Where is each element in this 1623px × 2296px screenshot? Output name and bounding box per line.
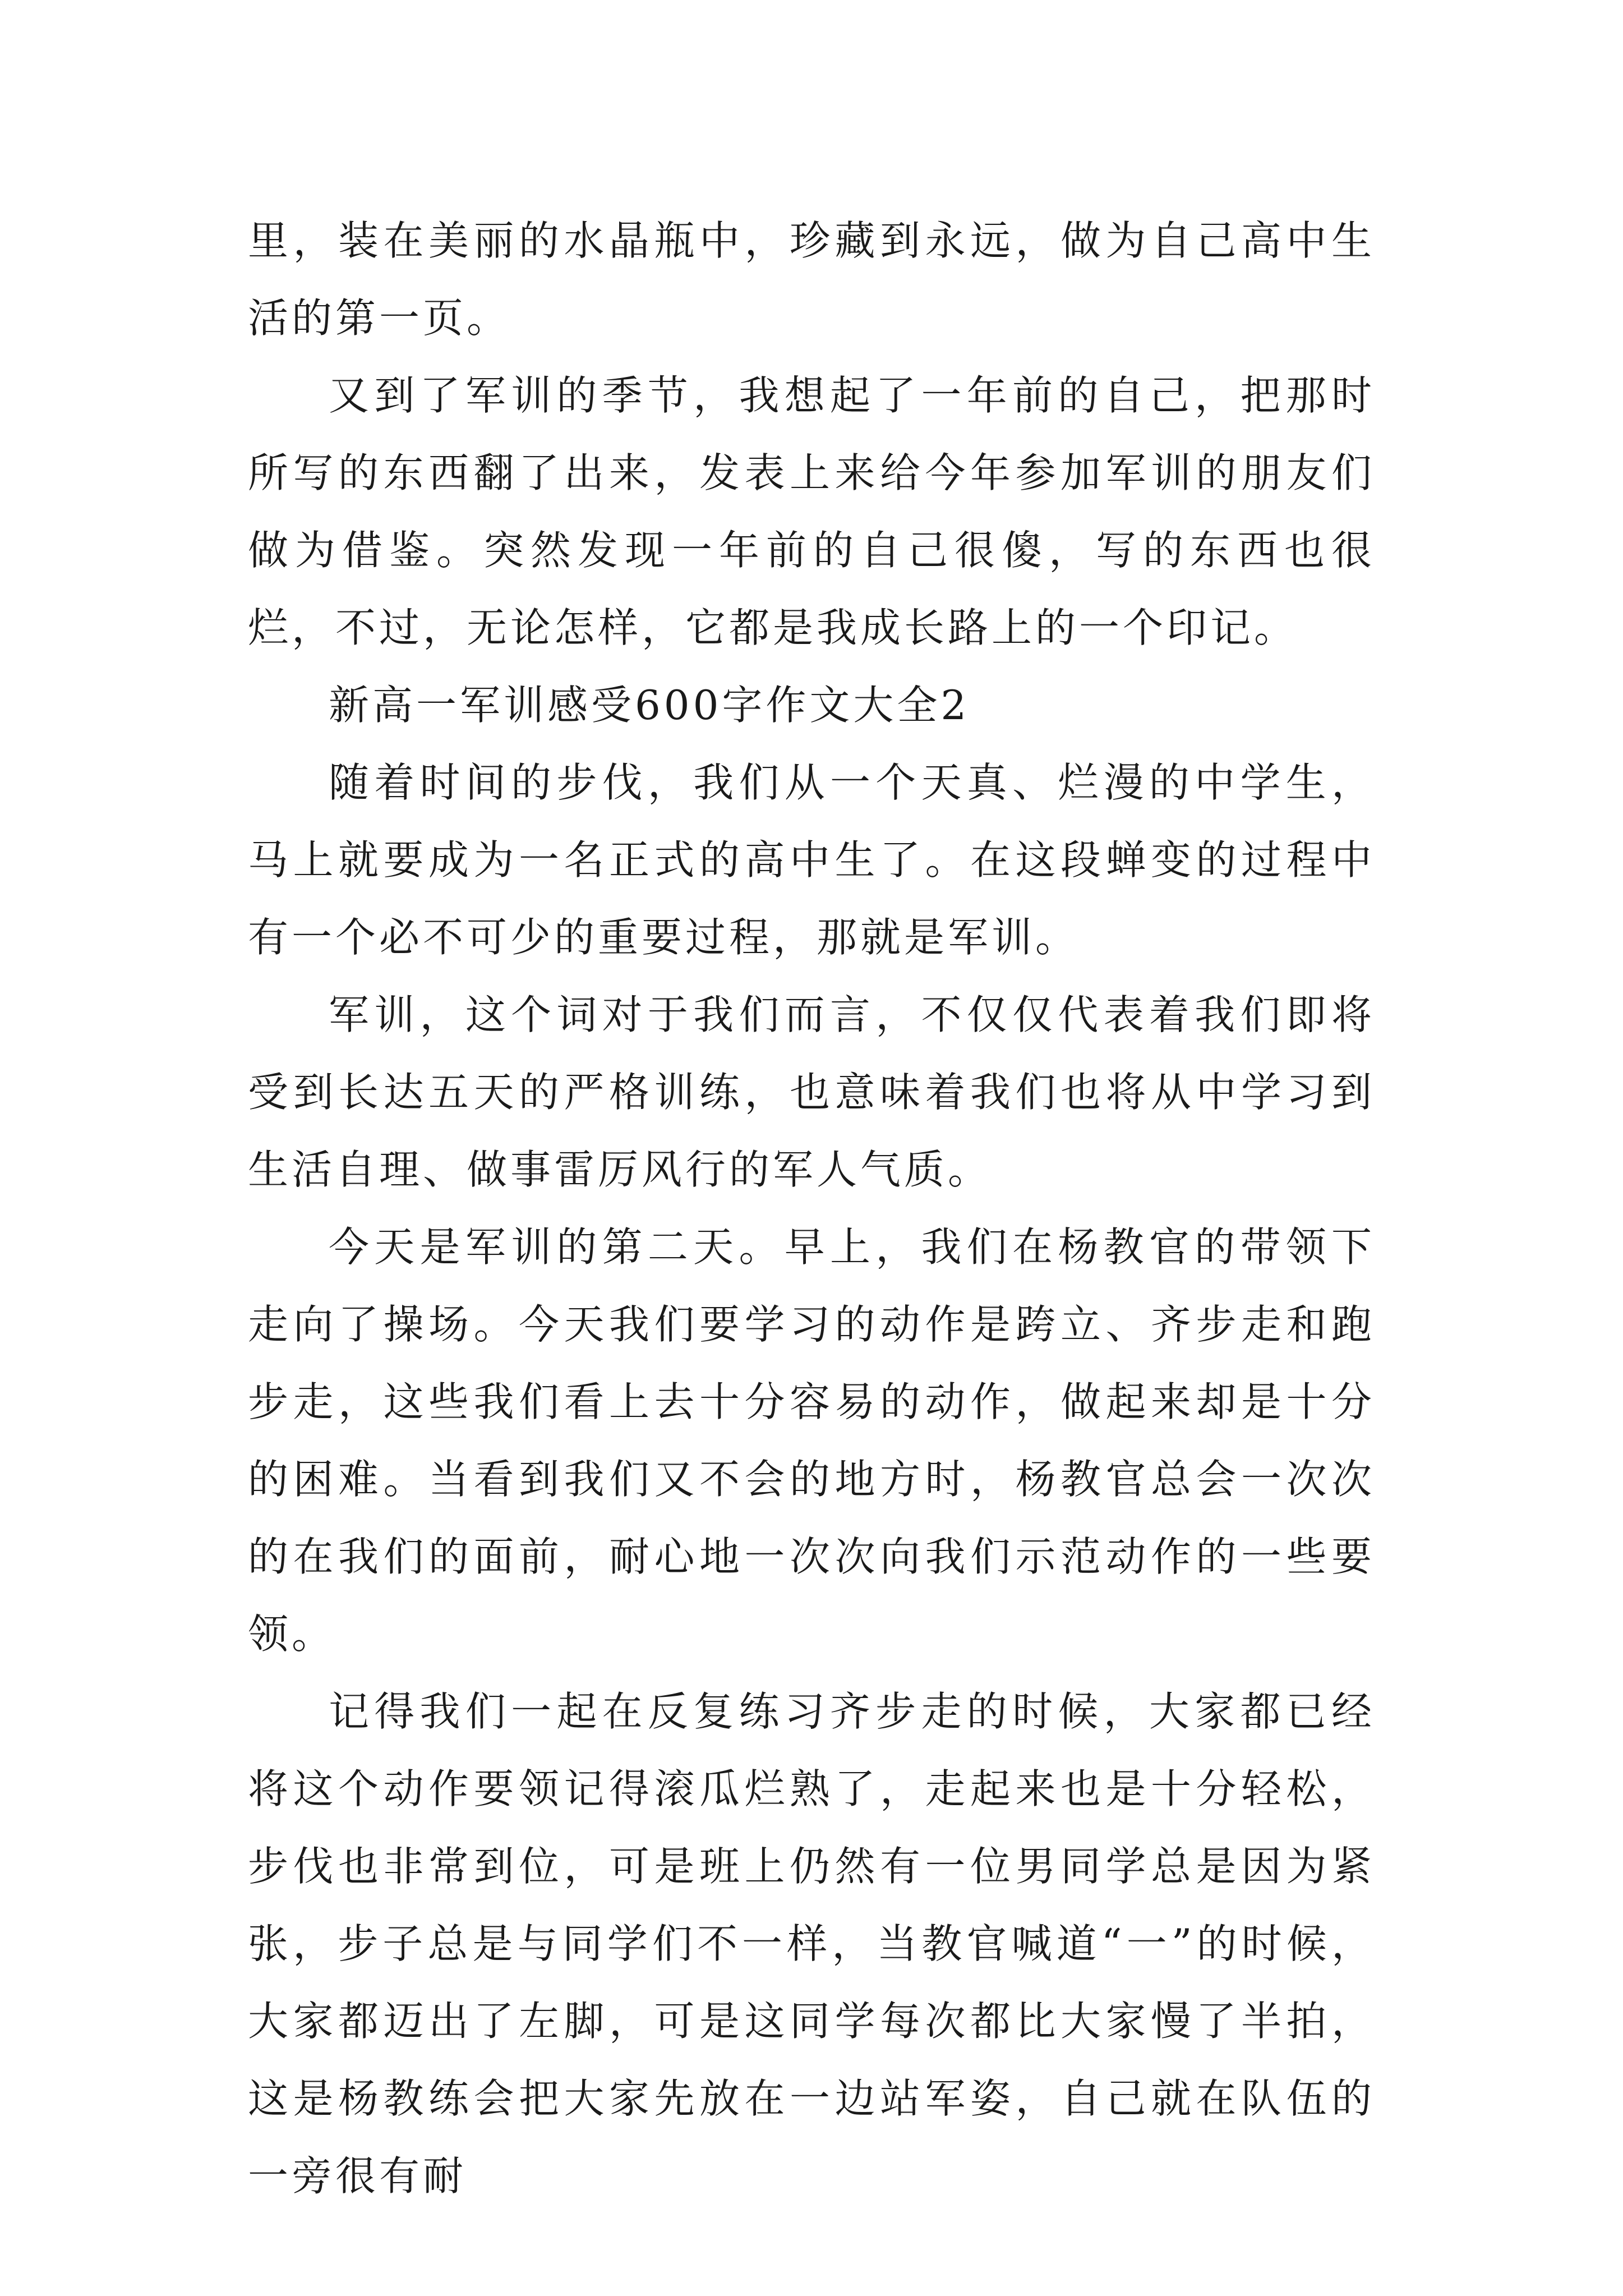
paragraph-6: 记得我们一起在反复练习齐步走的时候，大家都已经将这个动作要领记得滚瓜烂熟了，走起来也是十分轻松，步伐也非常到位，可是班上仍然有一位男同学总是因为紧张，步子总是与同学们不一样，当教官喊道“一”的时候，大家都迈出了左脚，可是这同学每次都比大家慢了半拍，这是杨教练会把大家先放在一边站军姿，自己就在队伍的一旁很有耐 bbox=[248, 1688, 1375, 2200]
paragraph-3: 随着时间的步伐，我们从一个天真、烂漫的中学生，马上就要成为一名正式的高中生了。在这段蝉变的过程中有一个必不可少的重要过程，那就是军训。 bbox=[248, 759, 1375, 961]
paragraph-2: 又到了军训的季节，我想起了一年前的自己，把那时所写的东西翻了出来，发表上来给今年参加军训的朋友们做为借鉴。突然发现一年前的自己很傻，写的东西也很烂，不过，无论怎样，它都是我成长路上的一个印记。 bbox=[248, 372, 1375, 651]
section-title: 新高一军训感受600字作文大全2 bbox=[329, 682, 970, 729]
paragraph-5: 今天是军训的第二天。早上，我们在杨教官的带领下走向了操场。今天我们要学习的动作是跨立、齐步走和跑步走，这些我们看上去十分容易的动作，做起来却是十分的困难。当看到我们又不会的地方时，杨教官总会一次次的在我们的面前，耐心地一次次向我们示范动作的一些要领。 bbox=[248, 1223, 1375, 1658]
paragraph-4: 军训，这个词对于我们而言，不仅仅代表着我们即将受到长达五天的严格训练，也意味着我们也将从中学习到生活自理、做事雷厉风行的军人气质。 bbox=[248, 991, 1375, 1193]
paragraph-1: 里，装在美丽的水晶瓶中，珍藏到永远，做为自己高中生活的第一页。 bbox=[248, 217, 1375, 342]
document-body bbox=[248, 202, 1375, 2215]
